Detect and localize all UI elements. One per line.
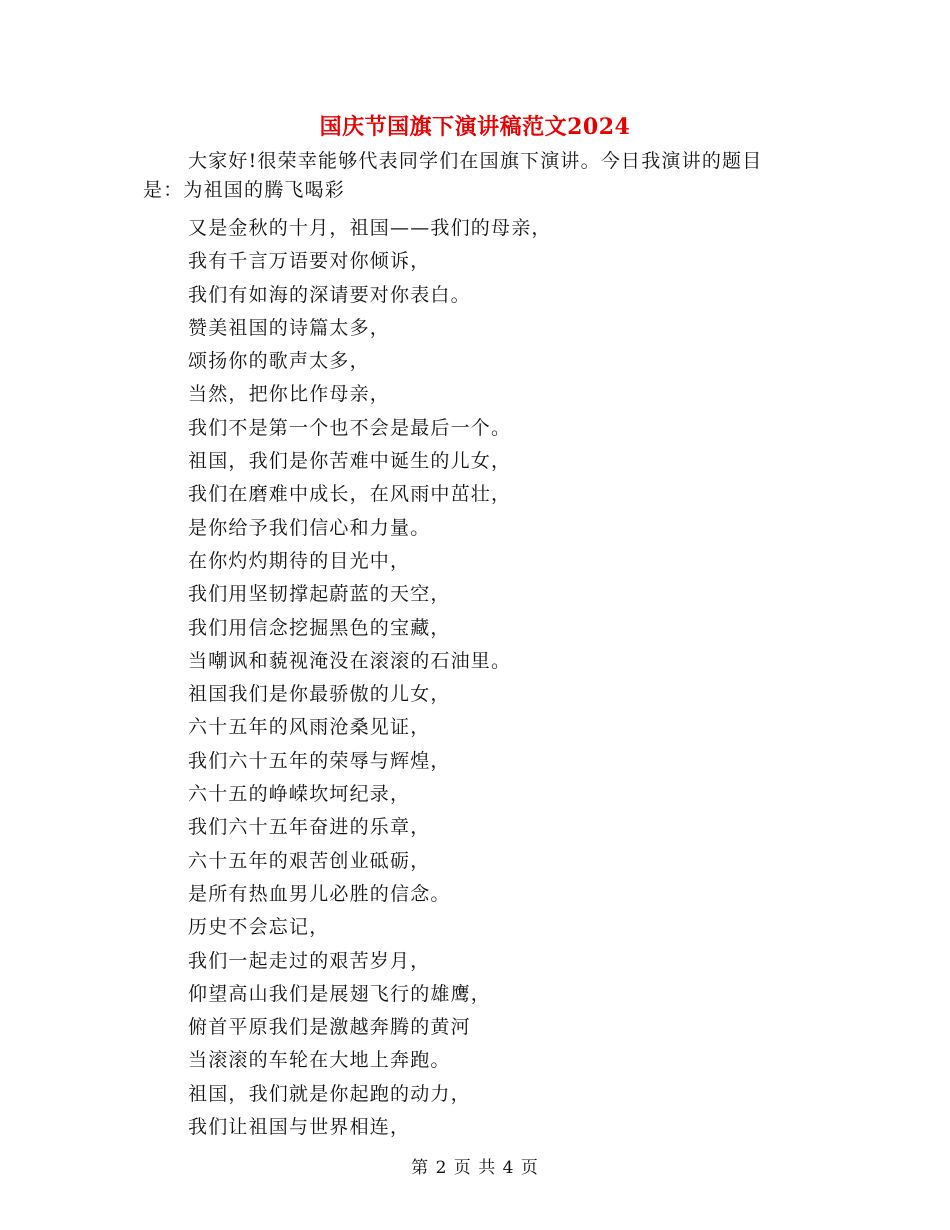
poem-line: 又是金秋的十月，祖国——我们的母亲， <box>188 217 552 239</box>
poem-line: 我们一起走过的艰苦岁月， <box>188 949 431 972</box>
intro-paragraph <box>143 147 813 205</box>
poem-line: 当嘲讽和藐视淹没在滚滚的石油里。 <box>188 649 512 672</box>
poem-line: 我们六十五年奋进的乐章， <box>188 816 431 839</box>
poem-line: 六十五年的艰苦创业砥砺， <box>188 849 431 872</box>
poem-line: 我们在磨难中成长，在风雨中茁壮， <box>188 483 512 506</box>
intro-line-1: 大家好!很荣幸能够代表同学们在国旗下演讲。今日我演讲的题目 <box>188 150 763 172</box>
poem-line: 当然，把你比作母亲， <box>188 383 391 406</box>
poem-line: 我们不是第一个也不会是最后一个。 <box>188 416 512 439</box>
poem-line: 六十五的峥嵘坎坷纪录， <box>188 783 411 806</box>
page-number: 第 2 页 共 4 页 <box>411 1158 539 1178</box>
poem-line: 我们用信念挖掘黑色的宝藏， <box>188 616 451 639</box>
poem-line: 赞美祖国的诗篇太多， <box>188 316 391 339</box>
poem-line: 祖国我们是你最骄傲的儿女， <box>188 683 451 706</box>
poem-line: 是所有热血男儿必胜的信念。 <box>188 882 451 905</box>
poem-line: 俯首平原我们是激越奔腾的黄河 <box>188 1016 471 1039</box>
poem-line: 是你给予我们信心和力量。 <box>188 516 431 539</box>
poem-line: 在你灼灼期待的目光中， <box>188 549 411 572</box>
poem-line: 祖国，我们就是你起跑的动力， <box>188 1082 471 1105</box>
poem-line: 我们让祖国与世界相连， <box>188 1116 411 1139</box>
intro-line-2: 是：为祖国的腾飞喝彩 <box>143 179 346 201</box>
poem-line: 我有千言万语要对你倾诉， <box>188 250 431 273</box>
poem-line: 当滚滚的车轮在大地上奔跑。 <box>188 1049 451 1072</box>
poem-line: 祖国，我们是你苦难中诞生的儿女， <box>188 450 512 473</box>
poem-line: 历史不会忘记， <box>188 916 330 939</box>
poem-line: 我们六十五年的荣辱与辉煌， <box>188 749 451 772</box>
poem-line: 我们用坚韧撑起蔚蓝的天空， <box>188 583 451 606</box>
poem-line: 六十五年的风雨沧桑见证， <box>188 716 431 739</box>
poem-line: 仰望高山我们是展翅飞行的雄鹰， <box>188 982 492 1005</box>
poem-line: 颂扬你的歌声太多， <box>188 350 370 373</box>
document-title: 国庆节国旗下演讲稿范文2024 <box>319 114 631 140</box>
poem-line: 我们有如海的深请要对你表白。 <box>188 283 471 306</box>
poem-body <box>188 212 808 1144</box>
